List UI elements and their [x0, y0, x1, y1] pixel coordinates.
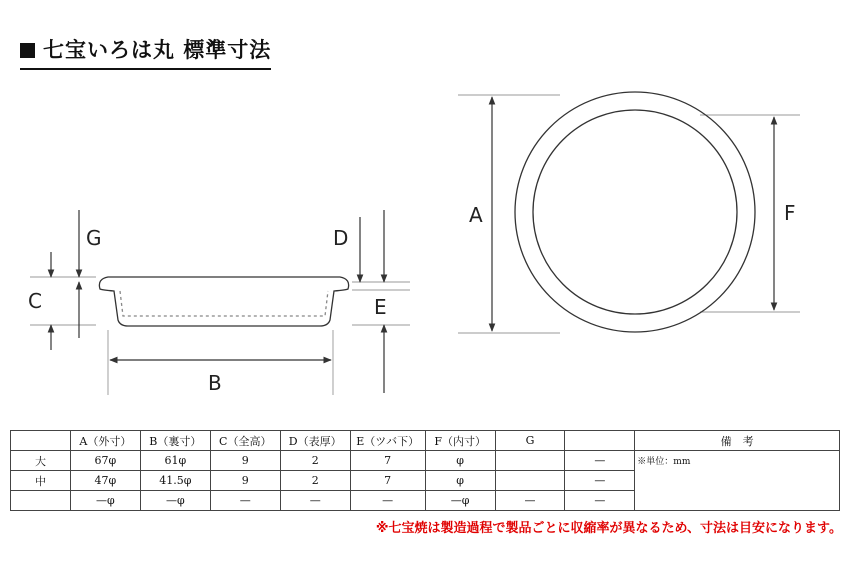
table-cell: —φ — [140, 491, 210, 511]
table-cell: — — [280, 491, 350, 511]
table-cell: 大 — [11, 451, 71, 471]
extension-lines — [30, 95, 800, 395]
header-cell — [565, 431, 635, 451]
table-cell — [11, 491, 71, 511]
table-cell: —φ — [425, 491, 495, 511]
header-cell: B（裏寸） — [140, 431, 210, 451]
header-cell: D（表厚） — [280, 431, 350, 451]
label-c: C — [28, 289, 42, 313]
table-row — [11, 451, 840, 471]
table-header-row — [11, 431, 840, 451]
dish-inner-outline — [120, 291, 328, 316]
table-cell: — — [350, 491, 425, 511]
disclaimer-text: ※七宝焼は製造過程で製品ごとに収縮率が異なるため、寸法は目安になります。 — [375, 521, 842, 536]
header-cell — [11, 431, 71, 451]
header-cell: C（全高） — [210, 431, 280, 451]
table-cell: — — [565, 471, 635, 491]
table-cell: φ — [425, 451, 495, 471]
table-cell: 2 — [280, 451, 350, 471]
page-title-text: 七宝いろは丸 標準寸法 — [43, 38, 272, 62]
table-cell: — — [210, 491, 280, 511]
table-cell: 41.5φ — [140, 471, 210, 491]
table-cell — [495, 451, 565, 471]
table-cell: 9 — [210, 471, 280, 491]
top-view-outer-ring — [515, 92, 755, 332]
dimension-table — [10, 430, 840, 511]
header-cell: F（内寸） — [425, 431, 495, 451]
table-cell: 47φ — [70, 471, 140, 491]
header-cell: A（外寸） — [70, 431, 140, 451]
table-cell: 67φ — [70, 451, 140, 471]
top-view-inner-ring — [533, 110, 737, 314]
table-cell: — — [565, 451, 635, 471]
table-cell: 中 — [11, 471, 71, 491]
table-cell: — — [565, 491, 635, 511]
remarks-cell: ※単位：mm — [635, 451, 840, 511]
dish-outer-outline — [99, 277, 348, 326]
label-b: B — [208, 371, 222, 395]
label-f: F — [784, 201, 796, 225]
table-cell: 9 — [210, 451, 280, 471]
header-cell: E（ツバ下） — [350, 431, 425, 451]
table-cell: 61φ — [140, 451, 210, 471]
side-profile — [99, 277, 348, 326]
label-g: G — [86, 226, 102, 250]
table-cell — [495, 471, 565, 491]
header-cell-remarks: 備 考 — [635, 431, 840, 451]
table-cell: φ — [425, 471, 495, 491]
table-cell: 7 — [350, 451, 425, 471]
label-a: A — [469, 203, 483, 227]
table-cell: 7 — [350, 471, 425, 491]
table-cell: —φ — [70, 491, 140, 511]
label-e: E — [374, 295, 387, 319]
table-cell: — — [495, 491, 565, 511]
header-cell: G — [495, 431, 565, 451]
table-cell: 2 — [280, 471, 350, 491]
label-d: D — [333, 226, 349, 250]
